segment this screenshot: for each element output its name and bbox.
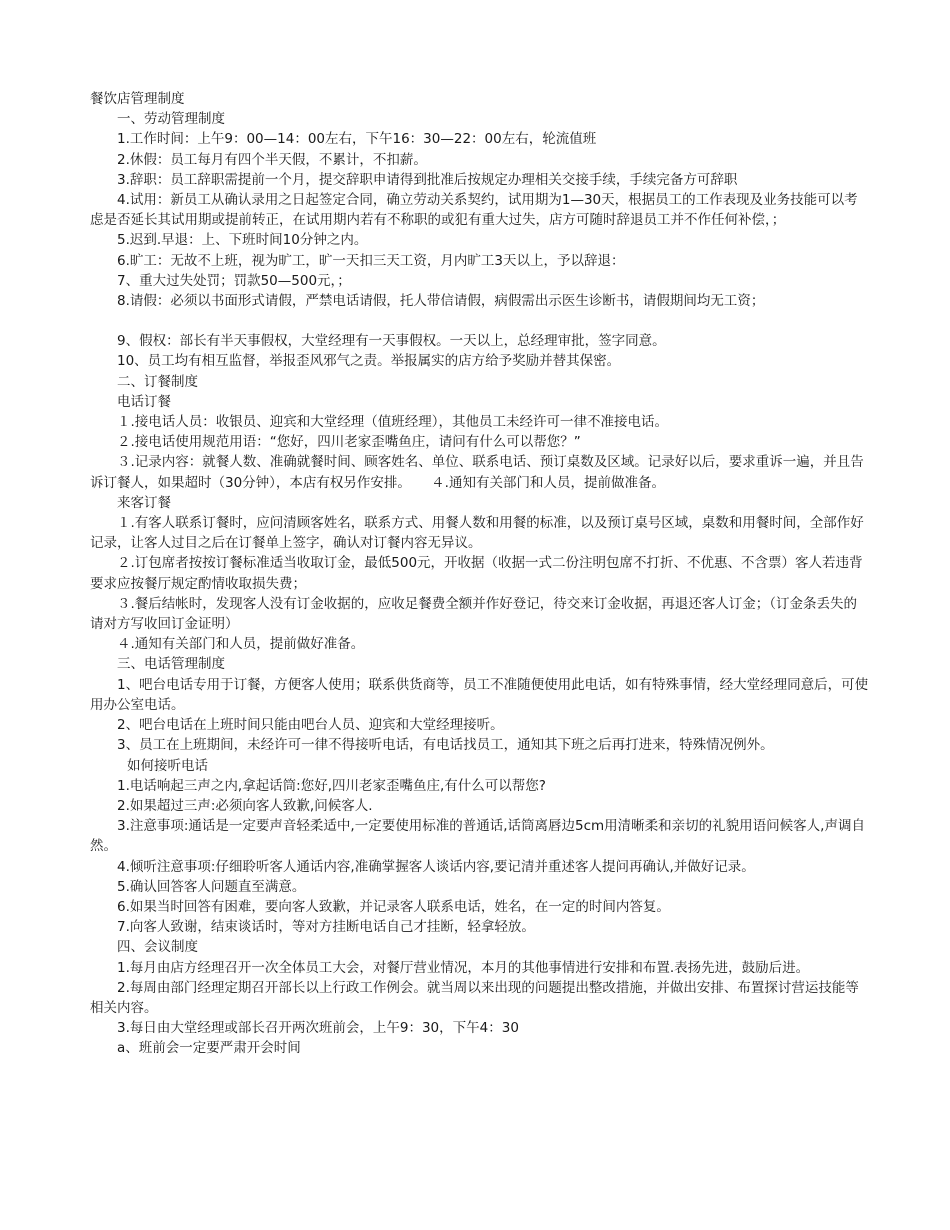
paragraph: ２.接电话使用规范用语：“您好，四川老家歪嘴鱼庄，请问有什么可以帮您？” xyxy=(117,434,581,451)
paragraph: 二、订餐制度 xyxy=(117,373,198,390)
paragraph: ２.订包席者按按订餐标准适当收取订金，最低500元，开收据（收据一式二份注明包席不打折、不优惠、不含票）客人若违背要求应按餐厅规定酌情收取损失费； xyxy=(90,555,863,592)
paragraph: ３.记录内容：就餐人数、准确就餐时间、顾客姓名、单位、联系电话、预订桌数及区域。记录好以后，要求重诉一遍，并且告诉订餐人，如果超时（30分钟），本店有权另作安排。 ４.通知有关部门和人员，提前做准备。 xyxy=(90,454,864,491)
paragraph: 2.如果超过三声:必须向客人致歉,问候客人. xyxy=(117,797,373,814)
paragraph: 2.每周由部门经理定期召开部长以上行政工作例会。就当周以来出现的问题提出整改措施，并做出安排、布置探讨营运技能等相关内容。 xyxy=(90,979,859,1016)
paragraph: 4.试用：新员工从确认录用之日起签定合同，确立劳动关系契约，试用期为1—30天，根据员工的工作表现及业务技能可以考虑是否延长其试用期或提前转正，在试用期内若有不称职的或犯有重大过失，店方可随时辞退员工并不作任何补偿，； xyxy=(90,192,858,229)
paragraph: 1.工作时间：上午9：00—14：00左右，下午16：30—22：00左右，轮流值班 xyxy=(117,131,597,148)
paragraph: 1.电话响起三声之内,拿起话筒:您好,四川老家歪嘴鱼庄,有什么可以帮您? xyxy=(117,777,546,794)
paragraph: 3、员工在上班期间，未经许可一律不得接听电话，有电话找员工，通知其下班之后再打进来，特殊情况例外。 xyxy=(117,737,774,754)
paragraph: 5.迟到.早退：上、下班时间10分钟之内。 xyxy=(117,232,368,249)
paragraph: 电话订餐 xyxy=(117,393,171,410)
paragraph: 9、假权：部长有半天事假权，大堂经理有一天事假权。一天以上，总经理审批，签字同意。 xyxy=(117,333,666,350)
paragraph: 4.倾听注意事项:仔细聆听客人通话内容,准确掌握客人谈话内容,要记清并重述客人提问再确认,并做好记录。 xyxy=(117,858,755,875)
document-title: 餐饮店管理制度 xyxy=(90,91,185,107)
paragraph: ４.通知有关部门和人员，提前做好准备。 xyxy=(117,636,365,653)
paragraph: １.有客人联系订餐时，应问清顾客姓名，联系方式、用餐人数和用餐的标准，以及预订桌号区域，桌数和用餐时间，全部作好记录，让客人过目之后在订餐单上签字，确认对订餐内容无异议。 xyxy=(90,515,864,552)
paragraph: 2.休假：员工每月有四个半天假，不累计，不扣薪。 xyxy=(117,151,427,168)
paragraph: 2、吧台电话在上班时间只能由吧台人员、迎宾和大堂经理接听。 xyxy=(117,717,504,734)
paragraph xyxy=(90,311,870,331)
paragraph: 6.旷工：无故不上班，视为旷工，旷一天扣三天工资，月内旷工3天以上，予以辞退： xyxy=(117,252,625,269)
paragraph: 3.每日由大堂经理或部长召开两次班前会，上午9：30，下午4：30 xyxy=(117,1020,519,1037)
paragraph: 3.辞职：员工辞职需提前一个月，提交辞职申请得到批准后按规定办理相关交接手续，手续完备方可辞职 xyxy=(117,171,738,188)
paragraph: a、班前会一定要严肃开会时间 xyxy=(117,1040,301,1057)
paragraph: ３.餐后结帐时，发现客人没有订金收据的，应收足餐费全额并作好登记，待交来订金收据，再退还客人订金；（订金条丢失的请对方写收回订金证明） xyxy=(90,595,858,633)
paragraph: 四、会议制度 xyxy=(117,939,198,956)
paragraph: 6.如果当时回答有困难，要向客人致歉，并记录客人联系电话，姓名，在一定的时间内答复。 xyxy=(117,898,670,915)
paragraph: 7、重大过失处罚；罚款50—500元，； xyxy=(117,272,351,289)
paragraph: １.接电话人员：收银员、迎宾和大堂经理（值班经理），其他员工未经许可一律不准接电话。 xyxy=(117,414,669,431)
paragraph: 3.注意事项:通话是一定要声音轻柔适中,一定要使用标准的普通话,话筒离唇边5cm用清晰柔和亲切的礼貌用语问候客人,声调自然。 xyxy=(90,818,865,855)
paragraph: 8.请假：必须以书面形式请假，严禁电话请假，托人带信请假，病假需出示医生诊断书，请假期间均无工资； xyxy=(117,293,765,310)
paragraph: 来客订餐 xyxy=(117,494,171,511)
paragraph: 一、劳动管理制度 xyxy=(117,111,225,128)
paragraph: 1.每月由店方经理召开一次全体员工大会，对餐厅营业情况，本月的其他事情进行安排和布置.表扬先进，鼓励后进。 xyxy=(117,959,810,976)
paragraph: 5.确认回答客人问题直至满意。 xyxy=(117,878,306,895)
paragraph: 三、电话管理制度 xyxy=(117,656,225,673)
paragraph: 1、吧台电话专用于订餐，方便客人使用；联系供货商等，员工不准随便使用此电话，如有特殊事情，经大堂经理同意后，可使用办公室电话。 xyxy=(90,676,869,713)
paragraph: 7.向客人致谢，结束谈话时，等对方挂断电话自己才挂断，轻拿轻放。 xyxy=(117,919,535,936)
document-body xyxy=(90,89,870,1059)
paragraph: 10、员工均有相互监督，举报歪风邪气之责。举报属实的店方给予奖励并替其保密。 xyxy=(117,353,621,370)
paragraph: 如何接听电话 xyxy=(127,757,208,774)
